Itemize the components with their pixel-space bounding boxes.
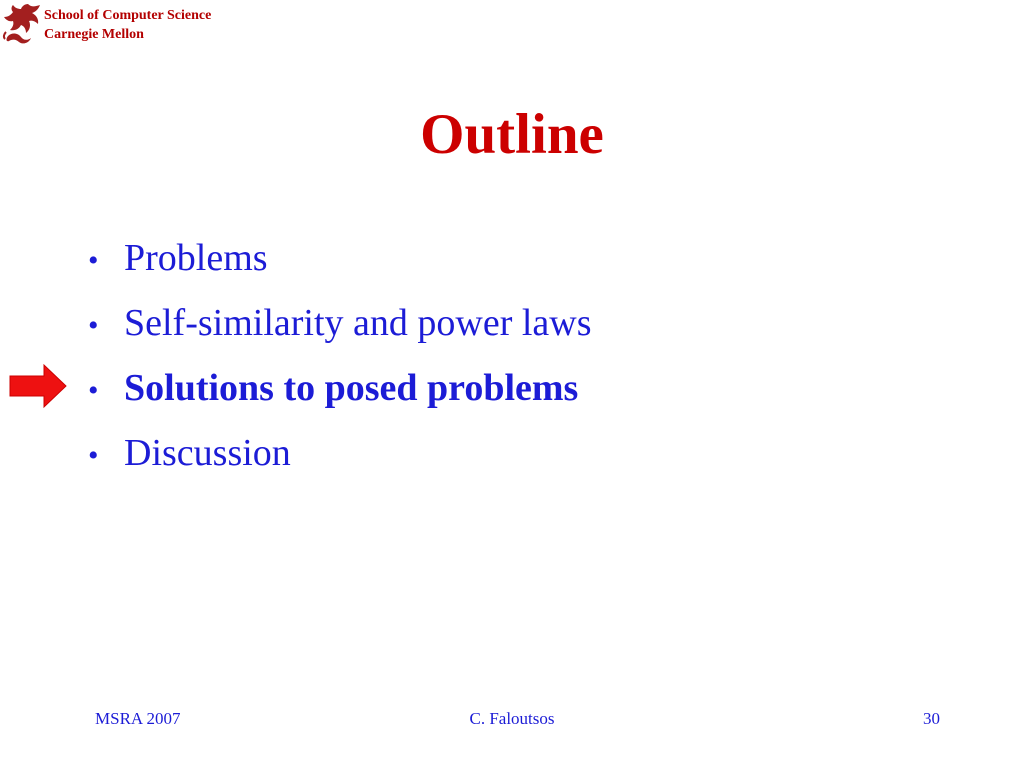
bullet-text: Problems <box>124 237 268 279</box>
bullet-text: Discussion <box>124 432 291 474</box>
footer-page-number: 30 <box>923 709 940 728</box>
bullet-item-solutions <box>88 360 592 425</box>
bullet-symbol: • <box>88 439 99 472</box>
bullet-item-discussion <box>88 425 592 490</box>
bullet-symbol: • <box>88 374 99 407</box>
bullet-text-current: Solutions to posed problems <box>124 367 579 409</box>
slide-title: Outline <box>420 103 604 166</box>
header-text <box>44 6 211 44</box>
bullet-symbol: • <box>88 309 99 342</box>
bullet-item-problems <box>88 230 592 295</box>
slide-header <box>2 2 211 50</box>
bullet-item-self-similarity <box>88 295 592 360</box>
footer-venue: MSRA 2007 <box>95 709 181 728</box>
bullet-text: Self-similarity and power laws <box>124 302 592 344</box>
university-name: Carnegie Mellon <box>44 27 144 42</box>
bullet-symbol: • <box>88 244 99 277</box>
school-name: School of Computer Science <box>44 8 212 23</box>
right-arrow-icon <box>8 363 68 409</box>
dragon-icon <box>2 2 42 46</box>
bullet-list <box>88 230 592 490</box>
footer-author: C. Faloutsos <box>469 709 555 728</box>
